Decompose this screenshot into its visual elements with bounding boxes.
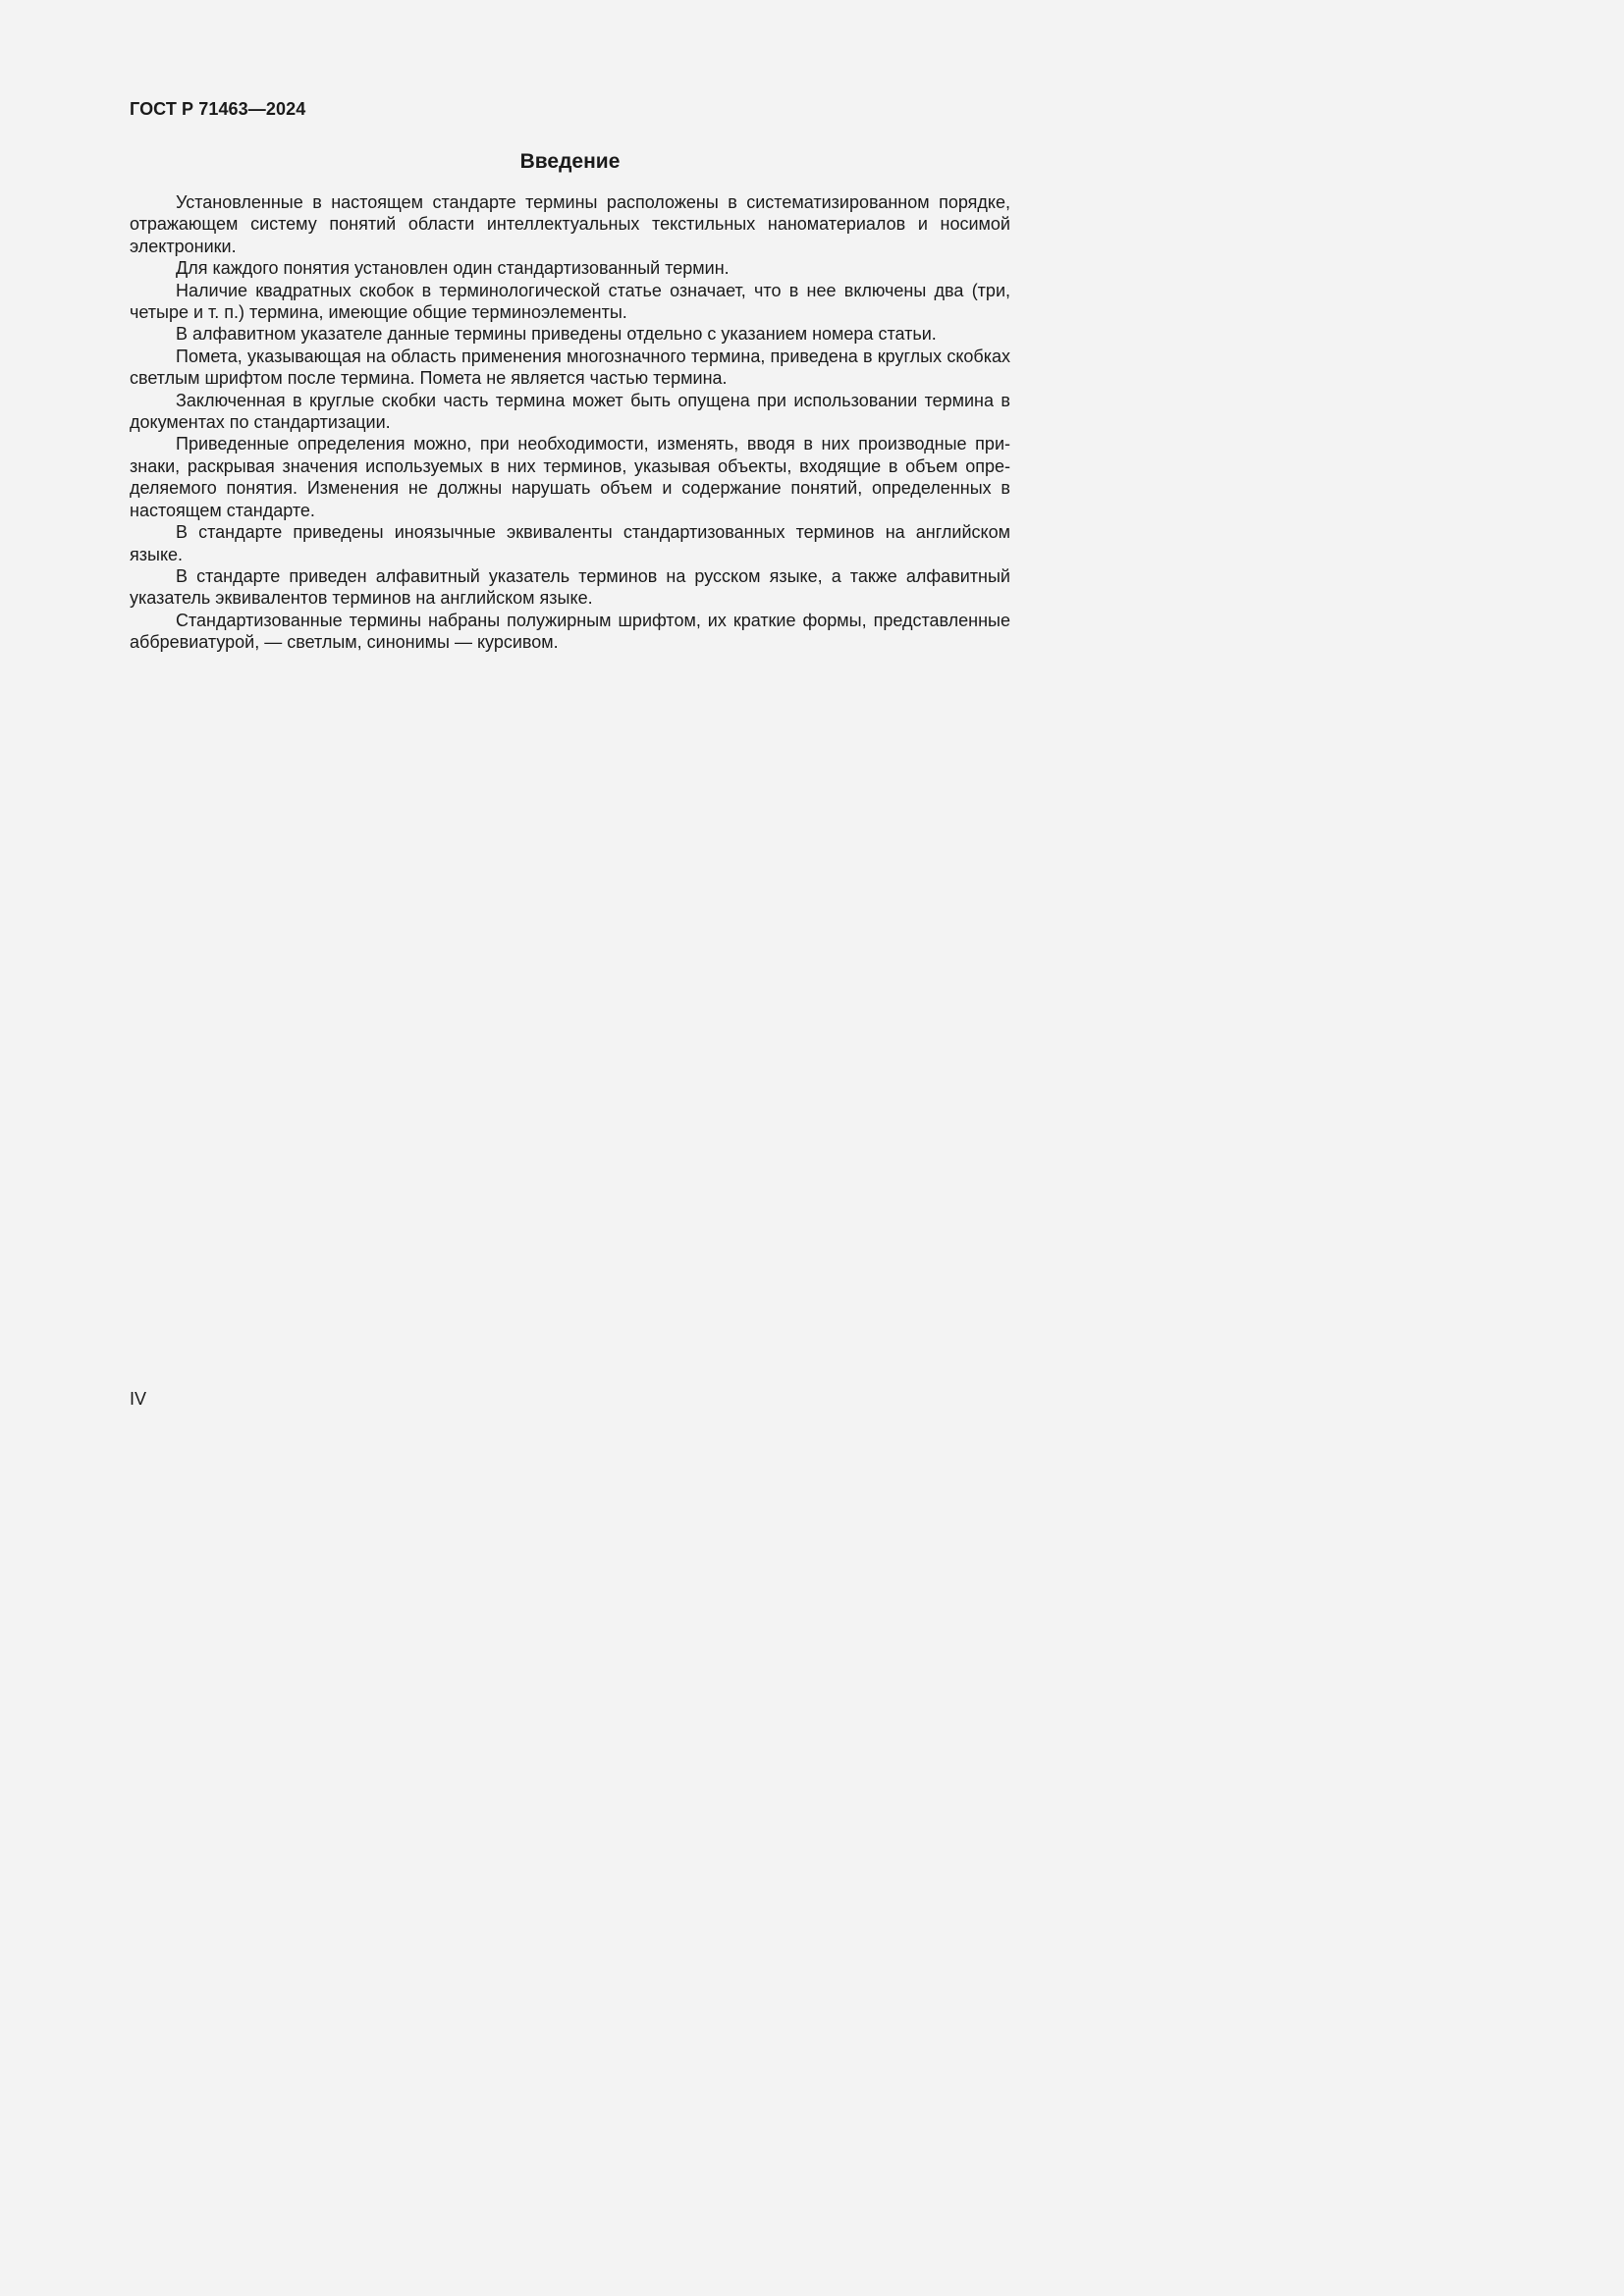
document-page	[0, 0, 1089, 1539]
paragraph: Приведенные определения можно, при необходимости, изменять, вводя в них производные признаки, раскрывая значения используемых в них терминов, указывая объекты, входящие в объем определяемого понятия. Изменения не должны нарушать объем и содержание понятий, определенных в настоящем стандарте.	[130, 434, 1010, 520]
paragraph: Установленные в настоящем стандарте термины расположены в систематизированном порядке, отражающем систему понятий области интеллектуальных текстильных наноматериалов и носимой электроники.	[130, 192, 1010, 256]
paragraph: В стандарте приведены иноязычные эквиваленты стандартизованных терминов на английском языке.	[130, 522, 1010, 564]
paragraph: Помета, указывающая на область применения многозначного термина, приведена в круглых скобках светлым шрифтом после термина. Помета не является частью термина.	[130, 346, 1010, 389]
paragraph: В стандарте приведен алфавитный указатель терминов на русском языке, а также алфавитный указатель эквивалентов терминов на английском языке.	[130, 565, 1010, 609]
paragraph: Стандартизованные термины набраны полужирным шрифтом, их краткие формы, представленные аббревиатурой, — светлым, синонимы — курсивом.	[130, 610, 1010, 653]
paragraph: Для каждого понятия установлен один стандартизованный термин.	[176, 258, 730, 279]
section-title: Введение	[519, 150, 621, 173]
section-body	[130, 191, 1010, 654]
document-code: ГОСТ Р 71463—2024	[130, 99, 306, 119]
paragraph: Заключенная в круглые скобки часть термина может быть опущена при использовании термина в документах по стандартизации.	[130, 390, 1010, 433]
paragraph: Наличие квадратных скобок в терминологической статье означает, что в нее включены два (три, четыре и т. п.) термина, имеющие общие терминоэлементы.	[130, 280, 1010, 323]
page-number: IV	[130, 1389, 147, 1409]
paragraph: В алфавитном указателе данные термины приведены отдельно с указанием номера статьи.	[176, 324, 937, 345]
